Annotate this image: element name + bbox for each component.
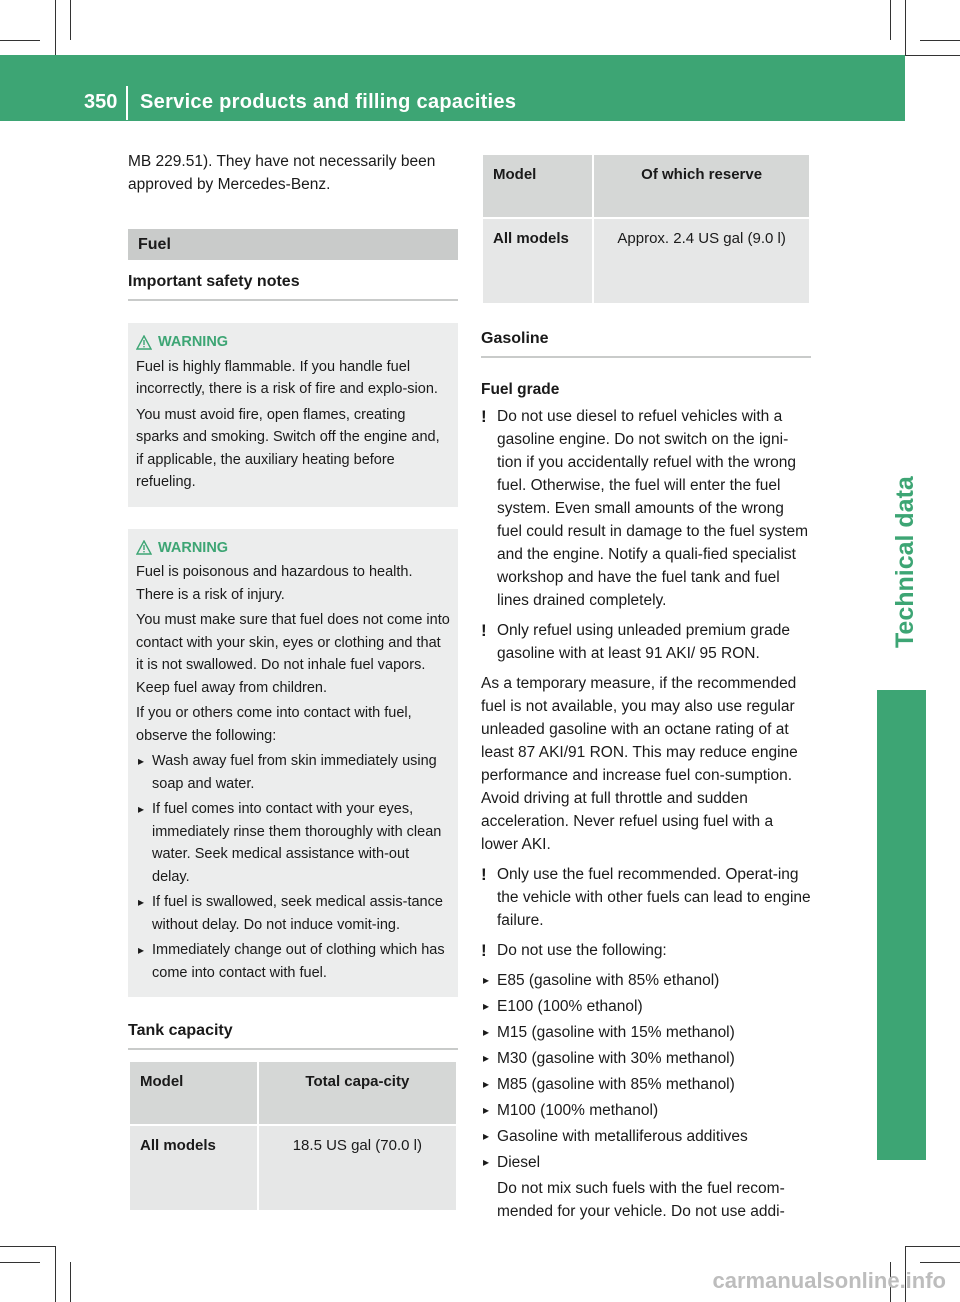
heading-safety-notes: Important safety notes	[128, 270, 458, 301]
table-cell: All models	[483, 219, 592, 303]
table-row	[483, 219, 809, 303]
reserve-table	[481, 153, 811, 305]
warning-text: If you or others come into contact with fuel, observe the following:	[136, 705, 412, 744]
list-item: ▸ E85 (gasoline with 85% ethanol)	[481, 969, 811, 992]
crop-mark	[55, 0, 56, 55]
crop-mark	[890, 0, 891, 40]
warning-triangle-icon	[136, 335, 152, 350]
warning-bullet-list	[136, 750, 450, 984]
heading-fuel-grade: Fuel grade	[481, 381, 560, 398]
table-header: Of which reserve	[594, 155, 809, 217]
crop-mark	[0, 1262, 40, 1263]
body-paragraph: As a temporary measure, if the recommended fuel is not available, you may also use regular unleaded gasoline with an octane rating of at least 87 AKI/91 RON. This may reduce engine performance and increase fuel con-sumption. Avoid driving at full throttle and sudden acceleration. Never refuel using fuel with a lower AKI.	[481, 675, 798, 853]
side-tab-label: Technical data	[891, 476, 919, 648]
left-column	[128, 150, 458, 1212]
list-item: ▸ M15 (gasoline with 15% methanol)	[481, 1021, 811, 1044]
table-header-row	[130, 1062, 456, 1124]
bullet-icon: ▸	[483, 1051, 490, 1065]
page-title: Service products and filling capacities	[140, 91, 517, 113]
bullet-icon: ▸	[483, 1129, 490, 1143]
table-cell: Approx. 2.4 US gal (9.0 l)	[594, 219, 809, 303]
bullet-icon: ▸	[483, 1103, 490, 1117]
header-divider	[126, 86, 128, 120]
bullet-icon: ▸	[483, 1025, 490, 1039]
intro-paragraph: MB 229.51). They have not necessarily been approved by Mercedes-Benz.	[128, 153, 436, 193]
list-item: ▸ M100 (100% methanol)	[481, 1099, 811, 1122]
list-item: ▸ Immediately change out of clothing which has come into contact with fuel.	[136, 939, 450, 984]
list-item: ▸ Diesel	[481, 1151, 811, 1174]
crop-mark	[0, 40, 40, 41]
warning-title-text: WARNING	[158, 334, 229, 350]
bullet-icon: ▸	[483, 973, 490, 987]
exclamation-icon: !	[481, 941, 487, 960]
heading-tank-capacity: Tank capacity	[128, 1019, 458, 1050]
bullet-icon: ▸	[138, 802, 145, 816]
notice-item: ! Do not use diesel to refuel vehicles with a gasoline engine. Do not switch on the igni-tion if you accidentally refuel with the wrong fuel. Otherwise, the fuel will enter the fuel system. Even small amounts of the wrong fuel could result in damage to the fuel system and the engine. Notify a quali-fied specialist workshop and have the fuel tank and fuel lines drained completely.	[481, 407, 809, 609]
notice-item: ! Only refuel using unleaded premium grade gasoline with at least 91 AKI/ 95 RON.	[481, 621, 790, 662]
warning-title	[136, 331, 450, 354]
page-number: 350	[84, 91, 118, 113]
bullet-icon: ▸	[483, 999, 490, 1013]
warning-title-text: WARNING	[158, 539, 229, 556]
list-item: ▸ Wash away fuel from skin immediately using soap and water.	[136, 750, 450, 795]
side-tab-block	[877, 690, 926, 1160]
table-cell: 18.5 US gal (70.0 l)	[259, 1126, 456, 1210]
crop-mark	[0, 1246, 55, 1247]
exclamation-icon: !	[481, 407, 487, 426]
table-header: Total capa-city	[259, 1062, 456, 1124]
crop-mark	[70, 0, 71, 40]
table-header: Model	[130, 1062, 257, 1124]
list-item: ▸ If fuel is swallowed, seek medical assis-tance without delay. Do not induce vomit-ing.	[136, 891, 450, 936]
crop-mark	[55, 1246, 56, 1302]
crop-mark	[920, 40, 960, 41]
section-heading-fuel: Fuel	[128, 229, 458, 260]
list-item: ▸ Gasoline with metalliferous additives	[481, 1125, 811, 1148]
notice-item: ! Do not use the following:	[481, 941, 667, 960]
bullet-icon: ▸	[138, 895, 145, 909]
crop-mark	[905, 1246, 960, 1247]
list-item: ▸ E100 (100% ethanol)	[481, 995, 811, 1018]
list-item: ▸ M30 (gasoline with 30% methanol)	[481, 1047, 811, 1070]
bullet-icon: ▸	[483, 1155, 490, 1169]
warning-title	[136, 537, 450, 560]
right-column	[481, 153, 811, 1230]
warning-text: Fuel is poisonous and hazardous to health. There is a risk of injury.	[136, 564, 413, 603]
table-row	[130, 1126, 456, 1210]
warning-triangle-icon	[136, 540, 152, 555]
crop-mark	[905, 0, 906, 55]
bullet-icon: ▸	[138, 943, 145, 957]
warning-text: You must avoid fire, open flames, creating sparks and smoking. Switch off the engine and, if applicable, the auxiliary heating before refueling.	[136, 406, 440, 490]
heading-gasoline: Gasoline	[481, 327, 811, 358]
watermark: carmanualsonline.info	[712, 1268, 946, 1293]
bullet-icon: ▸	[483, 1077, 490, 1091]
crop-mark	[70, 1262, 71, 1302]
warning-box-flammable	[128, 323, 458, 507]
warning-text: Fuel is highly flammable. If you handle fuel incorrectly, there is a risk of fire and explo-sion.	[136, 358, 438, 397]
table-header-row	[483, 155, 809, 217]
exclamation-icon: !	[481, 621, 487, 640]
crop-mark	[905, 55, 960, 56]
fuel-exclusion-list	[481, 969, 811, 1174]
bullet-icon: ▸	[138, 754, 145, 768]
tank-capacity-table	[128, 1060, 458, 1212]
crop-mark	[920, 1262, 960, 1263]
warning-text: You must make sure that fuel does not come into contact with your skin, eyes or clothing and that it is not swallowed. Do not inhale fuel vapors. Keep fuel away from children.	[136, 612, 450, 696]
exclamation-icon: !	[481, 865, 487, 884]
list-item: ▸ If fuel comes into contact with your eyes, immediately rinse them thoroughly with clean water. Seek medical assistance with-out delay.	[136, 798, 450, 888]
table-header: Model	[483, 155, 592, 217]
warning-box-poisonous	[128, 529, 458, 998]
table-cell: All models	[130, 1126, 257, 1210]
notice-item: ! Only use the fuel recommended. Operat-ing the vehicle with other fuels can lead to engine failure.	[481, 865, 811, 929]
list-item: ▸ M85 (gasoline with 85% methanol)	[481, 1073, 811, 1096]
closing-paragraph: Do not mix such fuels with the fuel recom-mended for your vehicle. Do not use addi-	[497, 1180, 785, 1220]
